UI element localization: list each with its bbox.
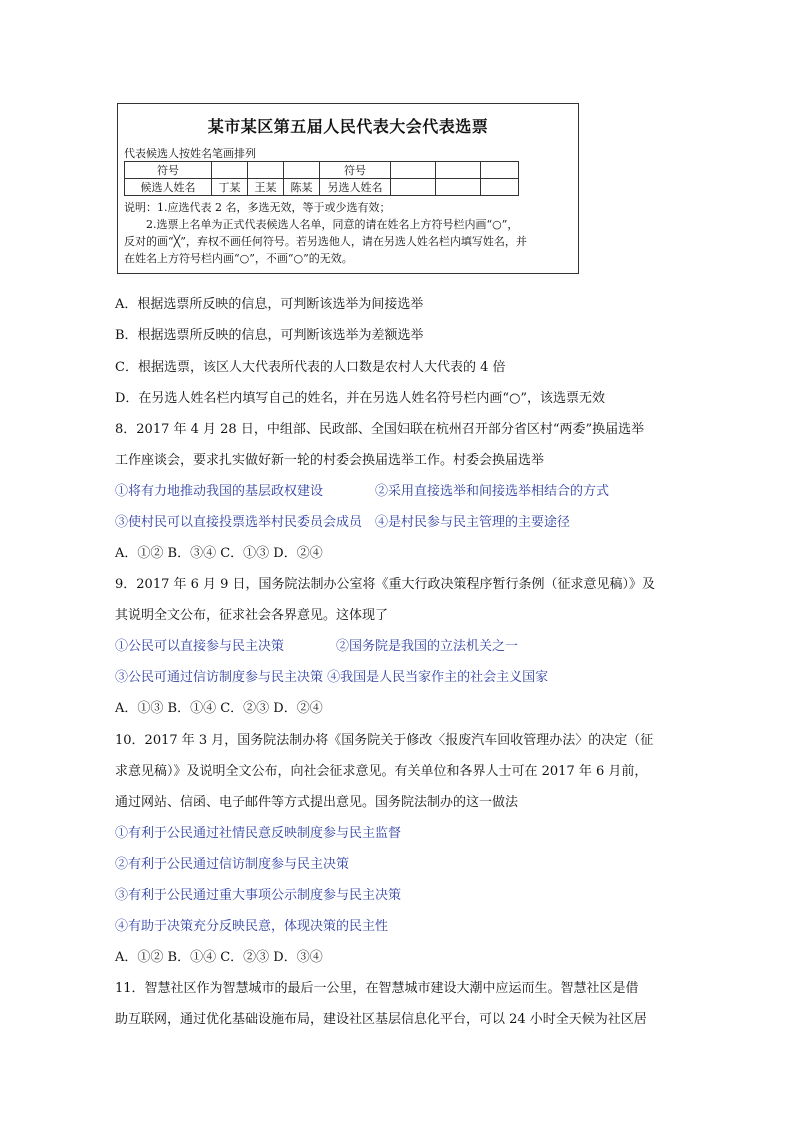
text-line: 8．2017 年 4 月 28 日，中组部、民政部、全国妇联在杭州召开部分省区村“两委”换届选举 — [115, 422, 645, 437]
table-cell — [436, 162, 481, 179]
ballot-figure — [117, 103, 579, 274]
text-line: A．根据选票所反映的信息，可判断该选举为间接选举 — [115, 297, 424, 312]
table-cell — [212, 162, 248, 179]
candidate-table — [124, 161, 519, 196]
note-line: 反对的画“╳”，弃权不画任何符号。若另选他人，请在另选人姓名栏内填写姓名，并 — [124, 235, 527, 248]
text-line: C．根据选票，该区人大代表所代表的人口数是农村人大代表的 4 倍 — [115, 360, 506, 375]
table-cell: 王某 — [248, 179, 284, 196]
text-line: 求意见稿）》及说明全文公布，向社会征求意见。有关单位和各界人士可在 2017 年 6 月前， — [115, 764, 648, 779]
ballot-notes — [124, 199, 574, 267]
table-cell — [284, 162, 320, 179]
table-cell: 符号 — [125, 162, 212, 179]
table-cell: 丁某 — [212, 179, 248, 196]
text-line: ③使村民可以直接投票选举村民委员会成员 ④是村民参与民主管理的主要途径 — [115, 515, 571, 530]
text-line: D．在另选人姓名栏内填写自己的姓名，并在另选人姓名符号栏内画“○”，该选票无效 — [115, 391, 606, 406]
text-line: 其说明全文公布，征求社会各界意见。这体现了 — [115, 608, 389, 623]
text-line: 工作座谈会，要求扎实做好新一轮的村委会换届选举工作。村委会换届选举 — [115, 453, 545, 468]
table-cell: 陈某 — [284, 179, 320, 196]
note-line: 2.选票上名单为正式代表候选人名单，同意的请在姓名上方符号栏内画“○”， — [124, 218, 519, 231]
text-line: 9．2017 年 6 月 9 日，国务院法制办公室将《重大行政决策程序暂行条例（征求意见稿）》及 — [115, 577, 656, 592]
text-line: ④有助于决策充分反映民意，体现决策的民主性 — [115, 919, 389, 934]
name-row — [125, 179, 519, 196]
text-line: ③公民可通过信访制度参与民主决策 ④我国是人民当家作主的社会主义国家 — [115, 670, 549, 685]
table-cell — [248, 162, 284, 179]
ballot-subtitle: 代表候选人按姓名笔画排列 — [124, 147, 256, 160]
note-line: 说明：1.应选代表 2 名，多选无效，等于或少选有效； — [124, 201, 391, 214]
text-line: 10．2017 年 3 月，国务院法制办将《国务院关于修改〈报废汽车回收管理办法〉的决定（征 — [115, 733, 654, 748]
text-line: ①将有力地推动我国的基层政权建设 ②采用直接选举和间接选举相结合的方式 — [115, 484, 610, 499]
table-cell: 候选人姓名 — [125, 179, 212, 196]
note-line: 在姓名上方符号栏内画“○”，不画“○”的无效。 — [124, 252, 353, 265]
text-line: 通过网站、信函、电子邮件等方式提出意见。国务院法制办的这一做法 — [115, 795, 519, 810]
text-line: A．①② B．③④ C．①③ D．②④ — [115, 546, 323, 561]
text-line: 11．智慧社区作为智慧城市的最后一公里，在智慧城市建设大潮中应运而生。智慧社区是借 — [115, 981, 639, 996]
ballot-title: 某市某区第五届人民代表大会代表选票 — [207, 117, 489, 136]
text-line: ③有利于公民通过重大事项公示制度参与民主决策 — [115, 888, 402, 903]
table-cell — [481, 179, 519, 196]
table-cell: 符号 — [320, 162, 391, 179]
text-line: A．①② B．①④ C．②③ D．③④ — [115, 950, 323, 965]
table-cell — [391, 162, 436, 179]
table-cell — [436, 179, 481, 196]
table-cell: 另选人姓名 — [320, 179, 391, 196]
text-line: ①有利于公民通过社情民意反映制度参与民主监督 — [115, 826, 402, 841]
table-cell — [391, 179, 436, 196]
symbol-row — [125, 162, 519, 179]
text-line: ①公民可以直接参与民主决策 ②国务院是我国的立法机关之一 — [115, 639, 519, 654]
text-line: B．根据选票所反映的信息，可判断该选举为差额选举 — [115, 328, 424, 343]
text-line: A．①③ B．①④ C．②③ D．②④ — [115, 701, 323, 716]
text-line: 助互联网，通过优化基础设施布局，建设社区基层信息化平台，可以 24 小时全天候为社区居 — [115, 1012, 647, 1027]
table-cell — [481, 162, 519, 179]
text-line: ②有利于公民通过信访制度参与民主决策 — [115, 857, 350, 872]
